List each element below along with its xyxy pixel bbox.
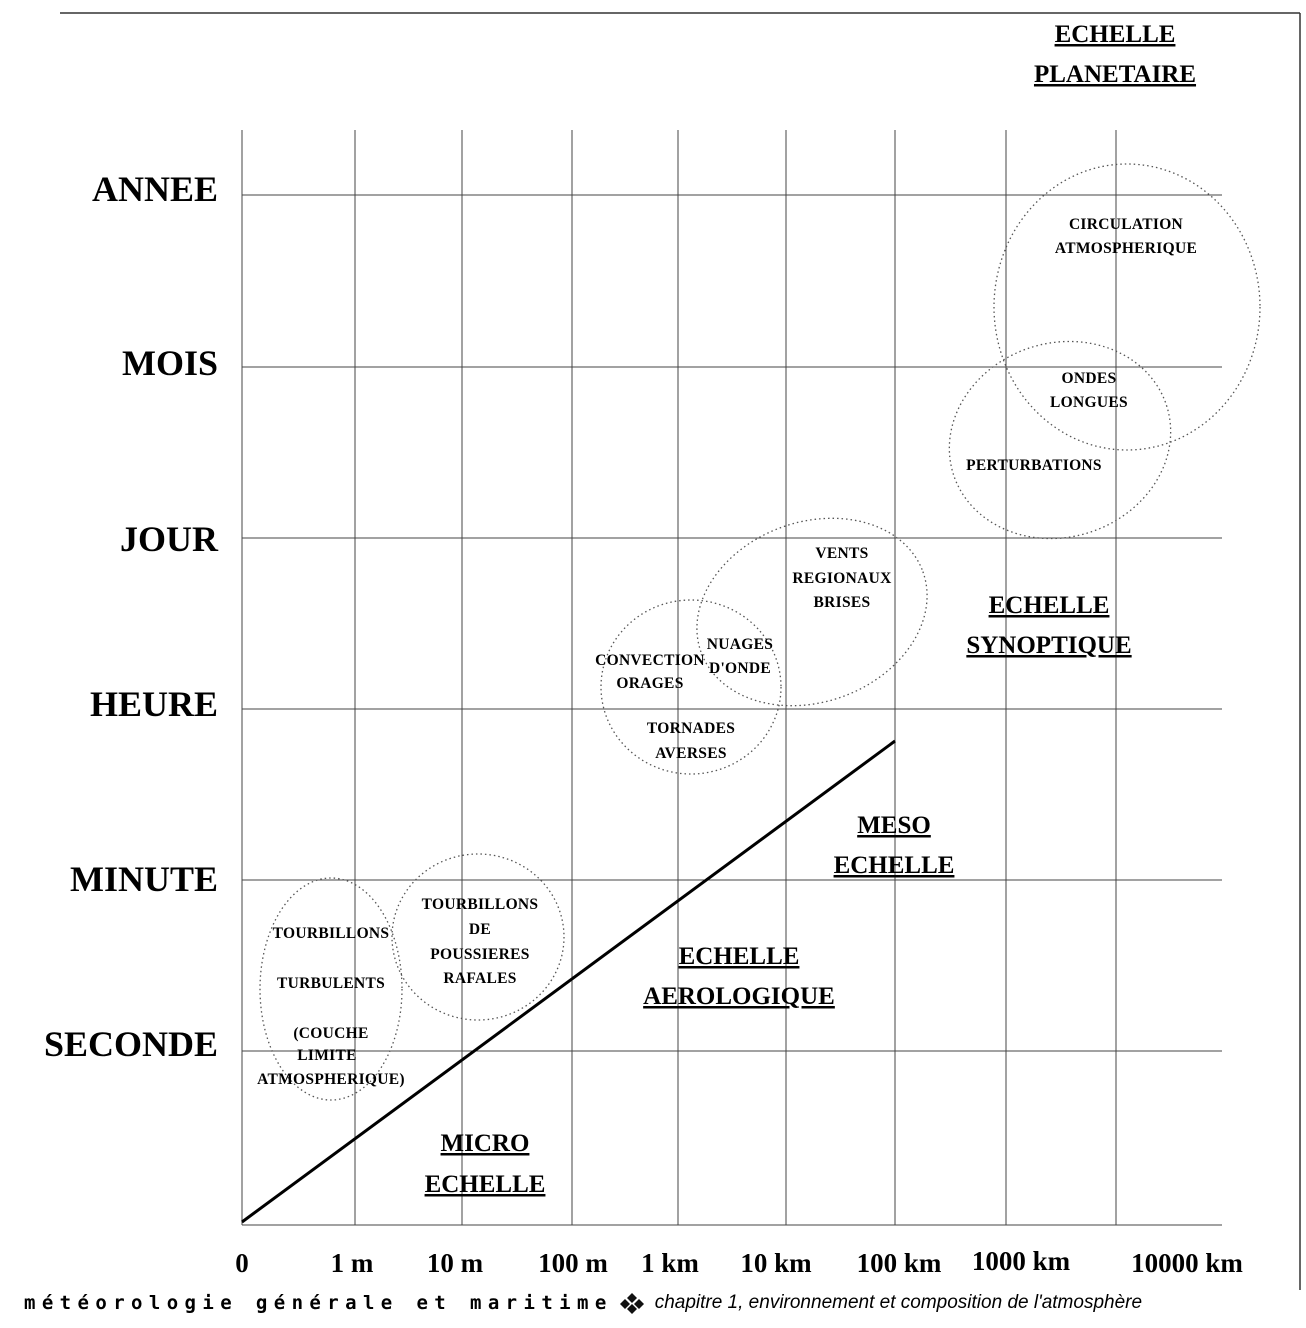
phen-turbulents-line4: LIMITE — [297, 1047, 357, 1064]
time-label-mois: MOIS — [121, 343, 218, 383]
time-axis-labels — [44, 169, 219, 1064]
phen-ondes-line1: ONDES — [1061, 370, 1117, 387]
phen-turbulents-line5: ATMOSPHERIQUE) — [257, 1071, 405, 1088]
vents-ellipse — [670, 487, 953, 737]
scale-synoptique-line2: SYNOPTIQUE — [966, 632, 1132, 659]
page-footer — [24, 1288, 1294, 1318]
phen-nuages-line1: NUAGES — [706, 636, 774, 653]
phen-vents-line1: VENTS — [815, 545, 869, 562]
space-label-1km: 1 km — [641, 1248, 699, 1278]
space-label-10m: 10 m — [426, 1248, 484, 1278]
scale-planetaire-line2: PLANETAIRE — [1033, 61, 1197, 88]
scale-aerologique-line1: ECHELLE — [678, 943, 800, 970]
phen-circulation-line2: ATMOSPHERIQUE — [1054, 240, 1198, 257]
phen-poussieres-line4: RAFALES — [443, 970, 517, 987]
scale-synoptique-line1: ECHELLE — [988, 592, 1110, 619]
space-label-10000km: 10000 km — [1131, 1248, 1243, 1278]
phen-tornades-line2: AVERSES — [655, 745, 727, 762]
phen-poussieres-line1: TOURBILLONS — [421, 896, 539, 913]
phen-turbulents-line3: (COUCHE — [293, 1025, 369, 1042]
phen-turbulents-line1: TOURBILLONS — [272, 925, 390, 942]
scale-micro-line2: ECHELLE — [424, 1171, 546, 1198]
footer-chapter: chapitre 1, environnement et composition de l'atmosphère — [654, 1292, 1143, 1313]
space-label-1000km: 1000 km — [971, 1246, 1071, 1276]
diamond-cluster-icon — [619, 1292, 645, 1314]
phen-vents-line2: REGIONAUX — [792, 570, 892, 587]
phen-vents-line3: BRISES — [813, 594, 871, 611]
footer-book-title: météorologie générale et maritime — [24, 1292, 613, 1314]
space-label-10km: 10 km — [740, 1248, 812, 1278]
phen-convection-line1: CONVECTION — [595, 652, 705, 669]
space-axis-labels — [235, 1246, 1243, 1278]
time-label-seconde: SECONDE — [43, 1024, 218, 1064]
scale-names — [425, 21, 1196, 1198]
phen-circulation-line1: CIRCULATION — [1068, 216, 1184, 233]
phen-ondes-line2: LONGUES — [1050, 394, 1128, 411]
time-label-heure: HEURE — [89, 684, 218, 724]
scale-aerologique-line2: AEROLOGIQUE — [643, 983, 835, 1010]
phen-convection-line2: ORAGES — [616, 675, 684, 692]
phen-turbulents-line2: TURBULENTS — [276, 975, 386, 992]
space-label-1m: 1 m — [330, 1248, 374, 1278]
scale-meso-line1: MESO — [857, 812, 931, 839]
ondes-perturbations-ellipse — [924, 313, 1197, 567]
scale-micro-line1: MICRO — [440, 1130, 530, 1157]
time-label-minute: MINUTE — [69, 859, 218, 899]
space-label-100km: 100 km — [856, 1248, 942, 1278]
scale-meso-line2: ECHELLE — [833, 852, 955, 879]
phen-poussieres-line2: DE — [468, 921, 492, 938]
phen-tornades-line1: TORNADES — [646, 720, 736, 737]
space-label-0: 0 — [235, 1248, 249, 1278]
phen-nuages-line2: D'ONDE — [708, 660, 772, 677]
time-label-annee: ANNEE — [91, 169, 218, 209]
phen-poussieres-line3: POUSSIERES — [430, 946, 530, 963]
scale-planetaire-line1: ECHELLE — [1054, 21, 1176, 48]
time-label-jour: JOUR — [120, 519, 218, 559]
space-label-100m: 100 m — [538, 1248, 608, 1278]
phen-perturbations: PERTURBATIONS — [966, 457, 1102, 474]
